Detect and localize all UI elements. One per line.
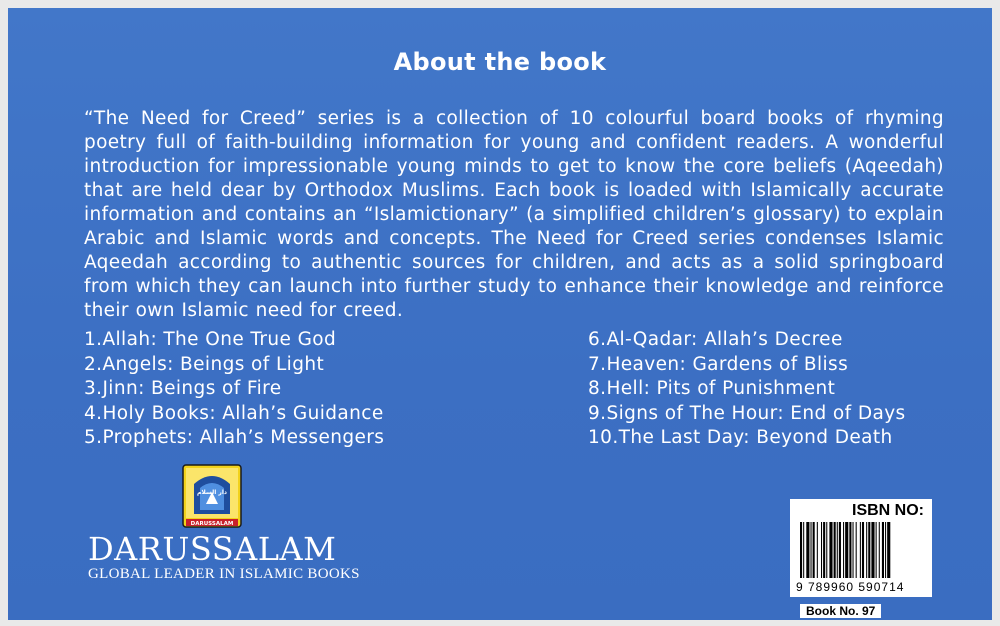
barcode-bar [871, 522, 874, 578]
barcode-bar [882, 522, 884, 578]
book-list-item: 4.Holy Books: Allah’s Guidance [84, 402, 384, 424]
book-list-item: 8.Hell: Pits of Punishment [588, 378, 836, 399]
book-list-left [84, 328, 384, 451]
barcode-bar [800, 522, 802, 578]
barcode-bar [856, 522, 857, 578]
barcode-bar [813, 522, 815, 578]
barcode-bar [887, 522, 890, 578]
darussalam-logo-icon [182, 464, 242, 528]
barcode-bar [803, 522, 804, 578]
book-list-item: 5.Prophets: Allah’s Messengers [84, 427, 385, 448]
barcode-bar [839, 522, 841, 578]
book-list-item: 9.Signs of The Hour: End of Days [588, 402, 906, 424]
svg-text:DARUSSALAM: DARUSSALAM [190, 521, 234, 527]
barcode-bar [823, 522, 825, 578]
book-list-item: 3.Jinn: Beings of Fire [84, 378, 282, 399]
barcode-bar [879, 522, 880, 578]
publisher-name: DARUSSALAM [88, 530, 337, 568]
book-list-item: 2.Angels: Beings of Light [84, 353, 325, 375]
barcode-bar [843, 522, 844, 578]
book-back-cover [8, 8, 992, 620]
book-list-item: 10.The Last Day: Beyond Death [588, 427, 893, 448]
barcode-icon [798, 522, 926, 580]
barcode-bar [849, 522, 851, 578]
about-paragraph: “The Need for Creed” series is a collection of 10 colourful board books of rhyming poetry full of faith-building information for young and confident readers. A wonderful introduction for impressionable young minds to get to know the core beliefs (Aqeedah) that are held dear by Orthodox Muslims. Each book is loaded with Islamically accurate information and contains an “Islamictionary” (a simplified children’s glossary) to explain Arabic and Islamic words and concepts. The Need for Creed series condenses Islamic Aqeedah according to authentic sources for children, and acts as a solid springboard from which they can launch into further study to enhance their knowledge and reinforce their own Islamic need for creed. [84, 107, 944, 321]
barcode-bar [821, 522, 822, 578]
publisher-tagline: GLOBAL LEADER IN ISLAMIC BOOKS [88, 566, 360, 582]
barcode-bar [845, 522, 848, 578]
svg-text:دار السلام: دار السلام [196, 489, 228, 496]
barcode-bar [876, 522, 877, 578]
barcode-bar [811, 522, 812, 578]
barcode-bar [806, 522, 809, 578]
barcode-bar [826, 522, 827, 578]
barcode-bar [817, 522, 818, 578]
barcode-bar [862, 522, 864, 578]
about-heading: About the book [393, 48, 607, 76]
barcode-bar [853, 522, 854, 578]
book-number: Book No. 97 [800, 604, 881, 618]
barcode-bar [868, 522, 870, 578]
barcode-bar [837, 522, 838, 578]
isbn-label: ISBN NO: [852, 502, 924, 519]
barcode-bar [834, 522, 836, 578]
barcode-bar [885, 522, 886, 578]
book-list-item: 1.Allah: The One True God [84, 329, 337, 350]
barcode-bar [866, 522, 867, 578]
isbn-number: 9 789960 590714 [796, 580, 905, 594]
book-list-item: 6.Al-Qadar: Allah’s Decree [588, 329, 843, 350]
barcode-bar [829, 522, 832, 578]
book-list-item: 7.Heaven: Gardens of Bliss [588, 353, 849, 375]
barcode-bar [860, 522, 861, 578]
book-list-right [588, 328, 906, 451]
isbn-barcode-box [790, 499, 932, 597]
